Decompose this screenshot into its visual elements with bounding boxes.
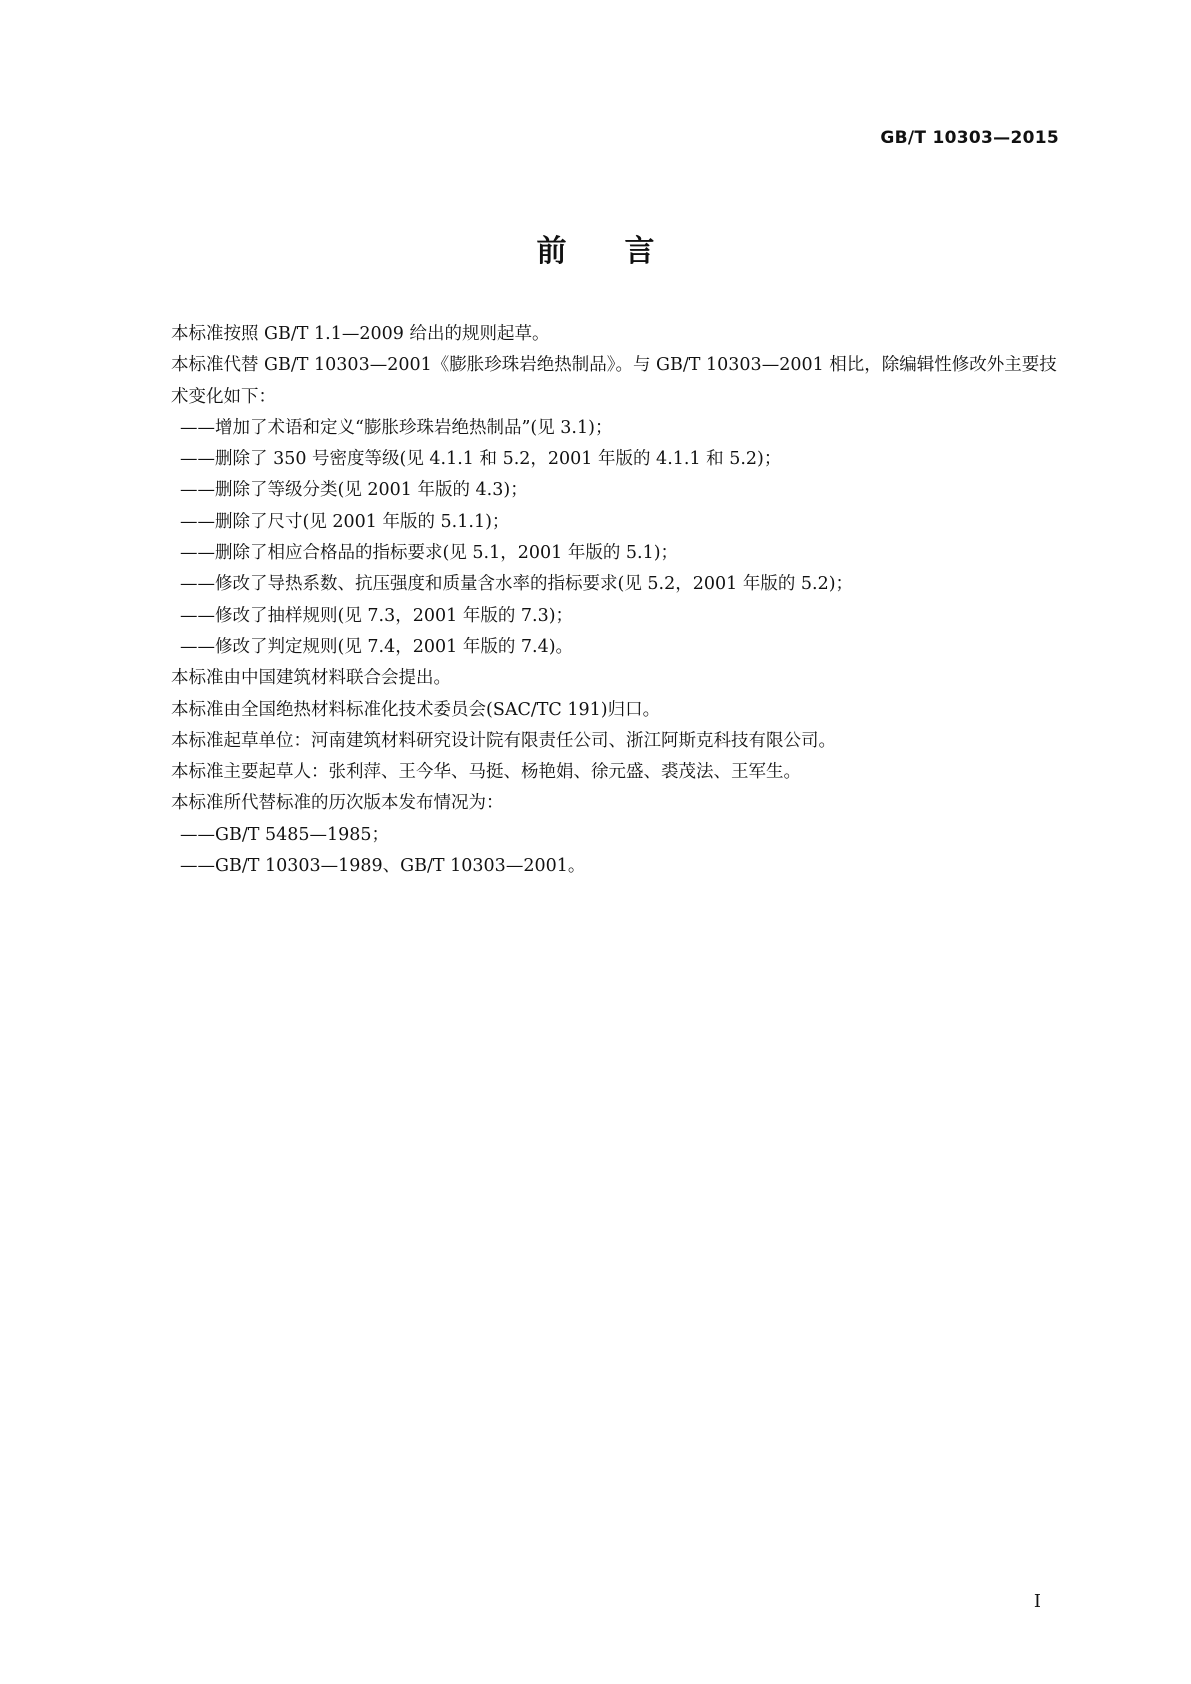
paragraph-drafting-rules: 本标准按照 GB/T 1.1—2009 给出的规则起草。 xyxy=(171,324,550,344)
change-item: ——删除了等级分类(见 2001 年版的 4.3)； xyxy=(180,480,528,501)
standard-number: GB/T 10303—2015 xyxy=(880,128,1059,148)
change-item: ——删除了相应合格品的指标要求(见 5.1，2001 年版的 5.1)； xyxy=(180,543,679,564)
history-item: ——GB/T 5485—1985； xyxy=(180,824,390,845)
change-item: ——修改了导热系数、抗压强度和质量含水率的指标要求(见 5.2，2001 年版的 5.2)； xyxy=(180,574,854,595)
change-item: ——修改了判定规则(见 7.4，2001 年版的 7.4)。 xyxy=(180,636,574,657)
paragraph-proposer: 本标准由中国建筑材料联合会提出。 xyxy=(171,668,451,689)
page-title: 前言 xyxy=(536,234,713,269)
page-number: I xyxy=(1033,1591,1041,1612)
document-body xyxy=(134,319,1069,882)
change-item: ——增加了术语和定义“膨胀珍珠岩绝热制品”(见 3.1)； xyxy=(180,417,613,438)
change-item: ——删除了 350 号密度等级(见 4.1.1 和 5.2，2001 年版的 4.1.1 和 5.2)； xyxy=(180,449,782,470)
paragraph-history: 本标准所代替标准的历次版本发布情况为： xyxy=(171,793,504,814)
paragraph-replaces: 本标准代替 GB/T 10303—2001《膨胀珍珠岩绝热制品》。与 GB/T 10303—2001 相比，除编辑性修改外主要技术变化如下： xyxy=(171,355,1057,407)
change-item: ——修改了抽样规则(见 7.3，2001 年版的 7.3)； xyxy=(180,605,574,626)
paragraph-drafters: 本标准主要起草人：张利萍、王今华、马挺、杨艳娟、徐元盛、裘茂法、王军生。 xyxy=(171,762,801,783)
paragraph-committee: 本标准由全国绝热材料标准化技术委员会(SAC/TC 191)归口。 xyxy=(171,699,661,720)
history-item: ——GB/T 10303—1989、GB/T 10303—2001。 xyxy=(180,856,586,877)
paragraph-drafting-units: 本标准起草单位：河南建筑材料研究设计院有限责任公司、浙江阿斯克科技有限公司。 xyxy=(171,730,836,751)
change-item: ——删除了尺寸(见 2001 年版的 5.1.1)； xyxy=(180,511,510,532)
